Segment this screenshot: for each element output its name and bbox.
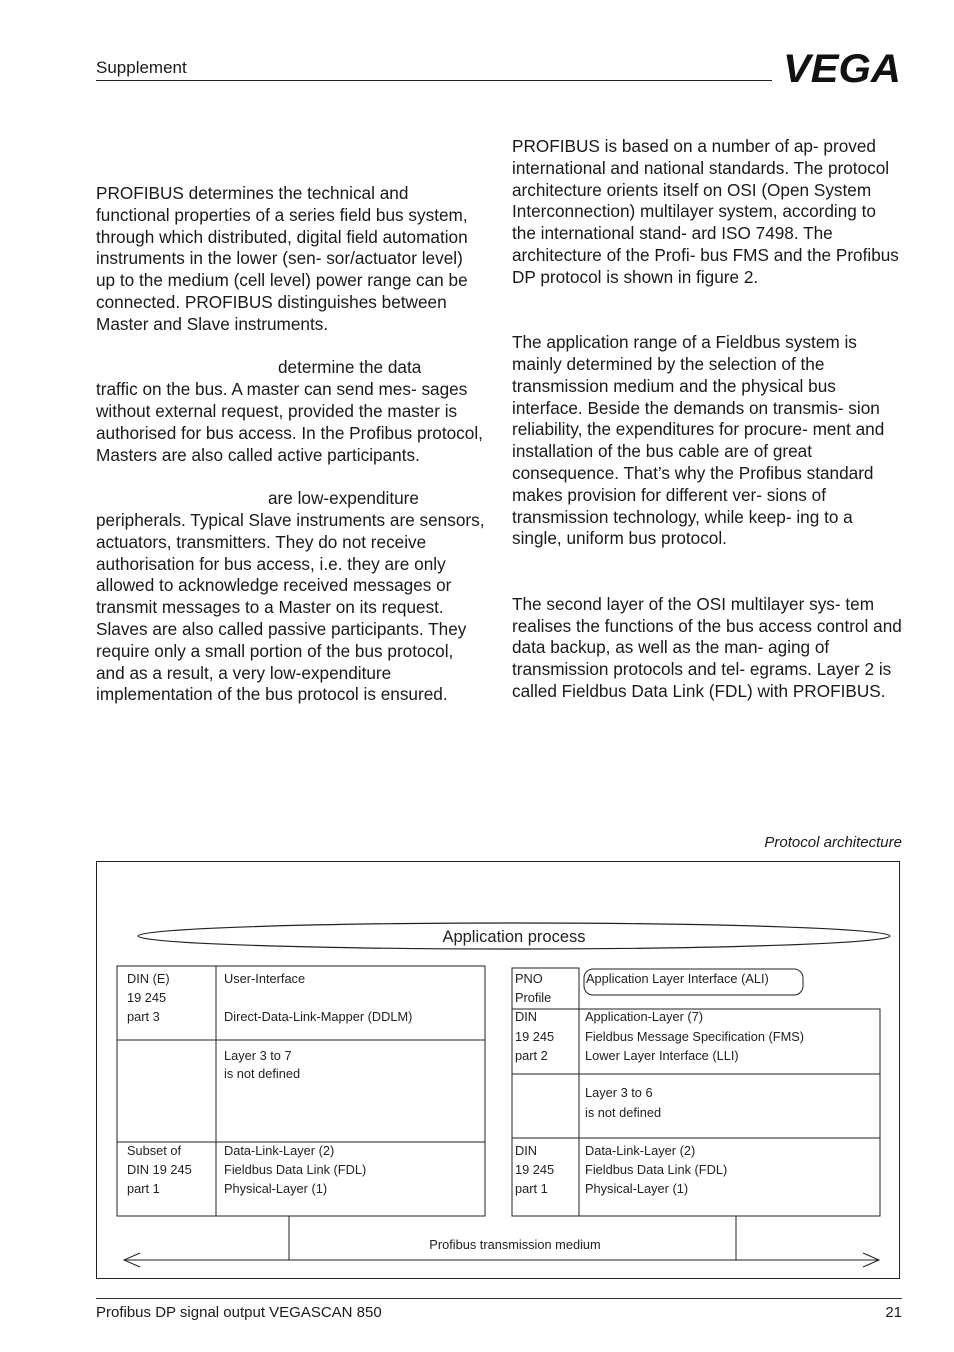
vega-logo	[782, 48, 902, 88]
standards-paragraph: PROFIBUS is based on a number of ap- proved international and national standards. The protocol architecture orients itself on OSI (Open System Interconnection) multilayer system, according to the international stand- ard ISO 7498. The architecture of the Profi- bus FMS and the Profibus DP protocol is shown in figure 2.	[512, 136, 899, 287]
left-r3-layer-2: Physical-Layer (1)	[223, 1180, 327, 1196]
left-stack-text	[127, 971, 412, 1196]
right-r3-layer-2: Physical-Layer (1)	[584, 1180, 688, 1196]
transmission-paragraph: The application range of a Fieldbus system is mainly determined by the selection of the transmission medium and the physical bus interface. Beside the demands on transmis- sion reliability, the expenditures for procure- ment and installation of the bus cable are of great consequence. That’s why the Profibus standard makes provision for different ver- sions of transmission technology, while keep- ing to a single, uniform bus protocol.	[512, 332, 885, 549]
left-r3-std-2: part 1	[126, 1180, 160, 1196]
right-stack-text	[515, 971, 804, 1196]
slave-paragraph-start: are low-expenditure	[268, 488, 419, 509]
right-column	[512, 136, 902, 703]
right-r1-std-1: 19 245	[514, 1028, 554, 1044]
master-paragraph-start: determine the data	[278, 357, 422, 378]
left-r3-layer-0: Data-Link-Layer (2)	[223, 1142, 334, 1158]
logo-text: VEGA	[783, 48, 901, 88]
left-r1-std-2: part 3	[126, 1008, 160, 1024]
header-rule	[96, 80, 772, 81]
master-paragraph: traffic on the bus. A master can send mes- sages without external request, provided the master is authorised for bus access. In the Profibus protocol, Masters are also called active participants.	[96, 379, 483, 465]
left-r3-layer-1: Fieldbus Data Link (FDL)	[223, 1161, 366, 1177]
right-r1-layer-0: Application-Layer (7)	[584, 1008, 703, 1024]
right-r1-layer-1: Fieldbus Message Specification (FMS)	[584, 1028, 804, 1044]
right-r3-std-1: 19 245	[514, 1161, 554, 1177]
right-r1-layer-2: Lower Layer Interface (LLI)	[584, 1047, 739, 1063]
layer2-paragraph: The second layer of the OSI multilayer sys- tem realises the functions of the bus access control and data backup, as well as the man- aging of transmission protocols and tel- egrams. Layer 2 is called Fieldbus Data Link (FDL) with PROFIBUS.	[512, 593, 902, 701]
intro-paragraph: PROFIBUS determines the technical and functional properties of a series field bus system, through which distributed, digital field automation instruments in the lower (sen- sor/actuator level) up to the medium (cell level) power range can be connected. PROFIBUS distinguishes between Master and Slave instruments.	[96, 183, 468, 334]
medium-label: Profibus transmission medium	[428, 1236, 601, 1252]
right-r2-layer-0: Layer 3 to 6	[584, 1084, 653, 1100]
slave-paragraph: peripherals. Typical Slave instruments are sensors, actuators, transmitters. They do not receive authorisation for bus access, i.e. they are only allowed to acknowledge received messages or transmit messages to a Master on its request. Slaves are also called passive participants. They require only a small portion of the bus protocol, and as a result, a very low-expenditure implementation of the bus protocol is ensured.	[96, 509, 485, 705]
right-r3-std-0: DIN	[514, 1142, 537, 1158]
right-r0-std-1: Profile	[514, 989, 551, 1005]
right-r2-layer-1: is not defined	[584, 1104, 661, 1120]
left-r2-layer-1: is not defined	[223, 1065, 300, 1081]
left-r1-std-1: 19 245	[126, 989, 166, 1005]
right-r1-std-2: part 2	[514, 1047, 548, 1063]
left-r1-layer-1: Direct-Data-Link-Mapper (DDLM)	[223, 1008, 412, 1024]
figure-caption: Protocol architecture	[764, 834, 902, 851]
section-title: Supplement	[96, 58, 187, 77]
right-r0-layer: Application Layer Interface (ALI)	[585, 970, 769, 986]
right-stack	[512, 968, 880, 1216]
application-process-label: Application process	[441, 927, 586, 946]
left-r1-layer-0: User-Interface	[223, 970, 305, 986]
page-number: 21	[885, 1304, 902, 1321]
figure-canvas	[96, 861, 900, 1279]
left-r2-layer-0: Layer 3 to 7	[223, 1047, 292, 1063]
right-r0-std-0: PNO	[514, 970, 543, 986]
right-r1-std-0: DIN	[514, 1008, 537, 1024]
protocol-architecture-figure	[96, 861, 900, 1279]
left-r1-std-0: DIN (E)	[126, 970, 170, 986]
left-r3-std-0: Subset of	[126, 1142, 181, 1158]
left-r3-std-1: DIN 19 245	[126, 1161, 192, 1177]
footer-title: Profibus DP signal output VEGASCAN 850	[96, 1304, 382, 1321]
left-column	[96, 183, 486, 706]
left-stack	[117, 966, 485, 1216]
right-r3-layer-1: Fieldbus Data Link (FDL)	[584, 1161, 727, 1177]
footer-rule	[96, 1298, 902, 1299]
right-r3-std-2: part 1	[514, 1180, 548, 1196]
right-r3-layer-0: Data-Link-Layer (2)	[584, 1142, 695, 1158]
